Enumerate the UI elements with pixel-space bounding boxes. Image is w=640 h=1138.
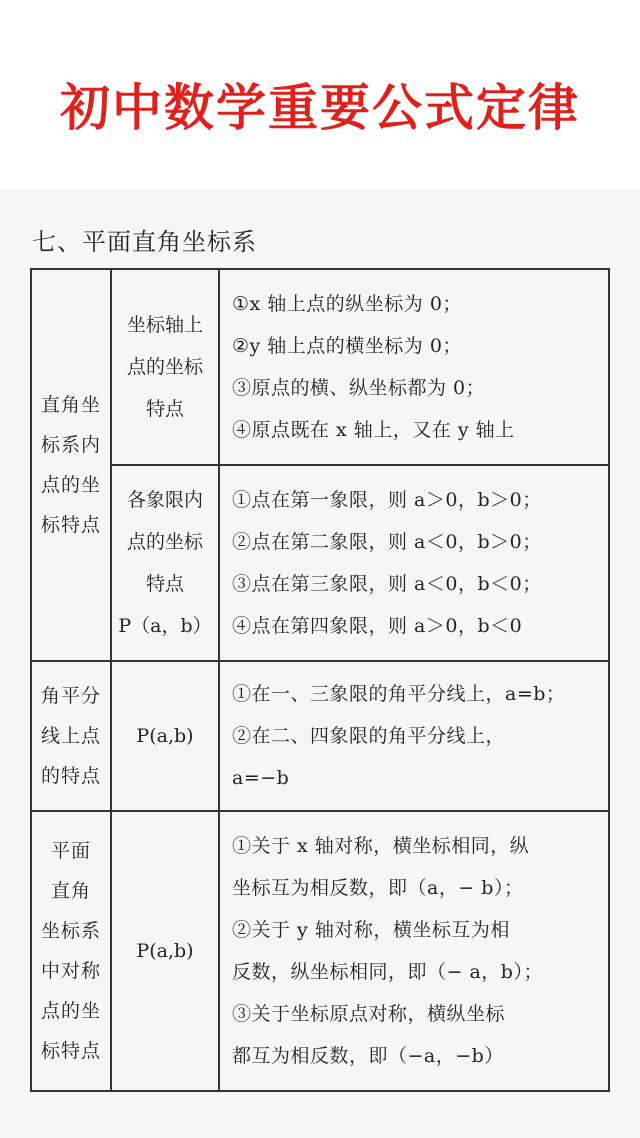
category-line: 坐标系	[40, 920, 101, 942]
category-line: 标系内	[40, 434, 101, 456]
category-line: 的特点	[40, 765, 101, 787]
category-line: 线上点	[40, 725, 101, 747]
rule-item: ①关于 x 轴对称，横坐标相同，纵	[232, 835, 530, 857]
rule-item: ①x 轴上点的纵坐标为 0；	[232, 293, 462, 315]
rule-item: ③原点的横、纵坐标都为 0；	[232, 377, 486, 399]
section-heading: 七、平面直角坐标系	[32, 228, 257, 256]
subcategory-cell: P(a,b)	[111, 661, 219, 811]
subcategory-line: 特点	[145, 398, 184, 420]
table-row	[31, 269, 609, 465]
rule-item: ④点在第四象限，则 a＞0，b＜0	[232, 615, 523, 637]
subcategory-cell: P(a,b)	[111, 811, 219, 1091]
table-row	[31, 811, 609, 1091]
subcategory-cell	[111, 465, 219, 661]
rule-item: 都互为相反数，即（−a，−b）	[232, 1045, 504, 1067]
category-line: 点的坐	[40, 1000, 101, 1022]
category-line: 标特点	[40, 1040, 101, 1062]
rules-cell	[219, 269, 609, 465]
category-cell	[31, 661, 111, 811]
subcategory-cell	[111, 269, 219, 465]
category-line: 直角	[50, 880, 91, 902]
rule-item: ④原点既在 x 轴上，又在 y 轴上	[232, 419, 515, 441]
rule-item: ②关于 y 轴对称，横坐标互为相	[232, 919, 510, 941]
subcategory-line: 各象限内	[126, 489, 203, 511]
rules-cell	[219, 661, 609, 811]
rule-item: 坐标互为相反数，即（a，− b）；	[232, 877, 524, 899]
table-row	[31, 465, 609, 661]
rule-item: ②点在第二象限，则 a＜0，b＞0；	[232, 531, 542, 553]
category-line: 点的坐	[40, 474, 101, 496]
page-title: 初中数学重要公式定律	[60, 79, 580, 137]
rules-cell	[219, 465, 609, 661]
rule-item: 反数，纵坐标相同，即（− a，b）；	[232, 961, 543, 983]
category-line: 直角坐	[40, 394, 101, 416]
rule-item: a=−b	[232, 767, 290, 789]
table-row	[31, 661, 609, 811]
category-cell	[31, 811, 111, 1091]
category-line: 角平分	[40, 685, 101, 707]
subcategory-line: 点的坐标	[126, 356, 203, 378]
rule-item: ①点在第一象限，则 a＞0，b＞0；	[232, 489, 542, 511]
rule-item: ③点在第三象限，则 a＜0，b＜0；	[232, 573, 542, 595]
rule-item: ②在二、四象限的角平分线上，	[232, 725, 506, 747]
subcategory-line: 点的坐标	[126, 531, 203, 553]
subcategory-line: 特点	[145, 573, 184, 595]
rule-item: ②y 轴上点的横坐标为 0；	[232, 335, 462, 357]
subcategory-line: 坐标轴上	[126, 314, 203, 336]
rule-item: ①在一、三象限的角平分线上，a=b；	[232, 683, 566, 705]
formula-table	[30, 268, 610, 1092]
subcategory-line: P（a，b）	[118, 615, 212, 637]
category-line: 标特点	[40, 514, 101, 536]
rule-item: ③关于坐标原点对称，横纵坐标	[232, 1003, 506, 1025]
rules-cell	[219, 811, 609, 1091]
category-line: 中对称	[40, 960, 101, 982]
category-cell	[31, 269, 111, 661]
category-line: 平面	[50, 840, 91, 862]
